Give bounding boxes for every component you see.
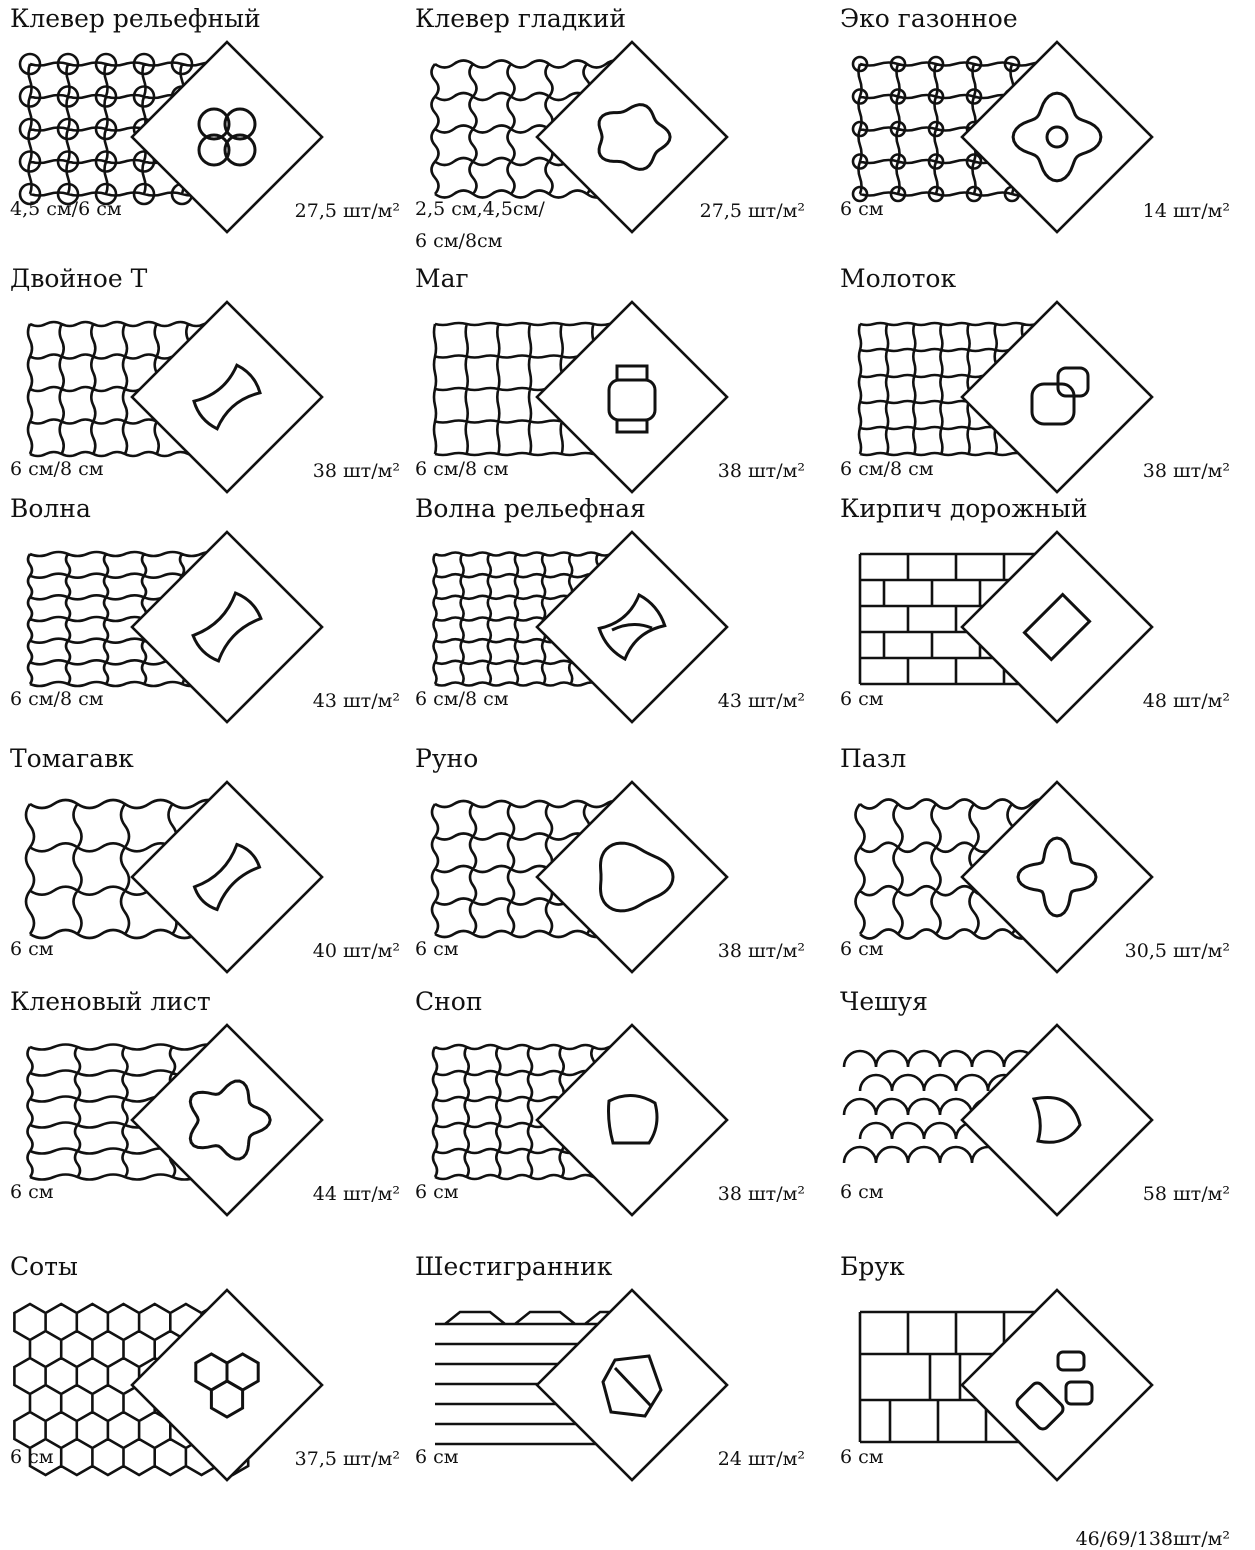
diamond-frame: [962, 782, 1152, 972]
tile-thickness: 6 см: [840, 1181, 884, 1203]
tile-diamond: [132, 1290, 322, 1480]
diamond-frame: [132, 1025, 322, 1215]
tile-thickness: 2,5 см,4,5см/: [415, 198, 545, 220]
tile-diamond: [537, 1025, 727, 1215]
tile-thickness: 6 см/8 см: [10, 688, 104, 710]
tile-diamond: [962, 1025, 1152, 1215]
tile-name: Руно: [415, 744, 479, 773]
diamond-frame: [962, 1025, 1152, 1215]
tile-name: Маг: [415, 264, 469, 293]
tile-name: Шестигранник: [415, 1252, 613, 1281]
tile-name: Клевер гладкий: [415, 4, 627, 33]
tile-diamond: [132, 42, 322, 232]
tile-name: Клевер рельефный: [10, 4, 261, 33]
diamond-frame: [962, 532, 1152, 722]
tile-thickness: 6 см: [415, 1181, 459, 1203]
tile-cell-shestigrannik: [405, 1250, 815, 1504]
tile-density: 40 шт/м²: [312, 940, 400, 962]
tile-name: Кирпич дорожный: [840, 494, 1088, 523]
tile-cell-kirpich-dorozhny: [830, 492, 1240, 746]
tile-thickness: 6 см/8 см: [415, 458, 509, 480]
tile-density: 27,5 шт/м²: [699, 200, 805, 222]
tile-density: 46/69/138шт/м²: [1075, 1528, 1230, 1550]
diamond-frame: [132, 42, 322, 232]
tile-diamond: [132, 782, 322, 972]
diamond-frame: [537, 1025, 727, 1215]
tile-name: Соты: [10, 1252, 78, 1281]
tile-thickness: 4,5 см/6 см: [10, 198, 122, 220]
tile-name: Пазл: [840, 744, 907, 773]
tile-cell-klenovy-list: [0, 985, 410, 1239]
tile-diamond: [962, 532, 1152, 722]
diamond-frame: [537, 42, 727, 232]
tile-density: 24 шт/м²: [717, 1448, 805, 1470]
tile-thickness-extra: 6 см/8см: [415, 230, 503, 252]
tile-thickness: 6 см: [415, 938, 459, 960]
tile-name: Брук: [840, 1252, 905, 1281]
tile-name: Сноп: [415, 987, 483, 1016]
tile-name: Двойное Т: [10, 264, 148, 293]
tile-thickness: 6 см: [10, 1181, 54, 1203]
tile-density: 58 шт/м²: [1142, 1183, 1230, 1205]
tile-diamond: [962, 302, 1152, 492]
tile-thickness: 6 см: [10, 1446, 54, 1468]
tile-name: Волна рельефная: [415, 494, 646, 523]
tile-name: Молоток: [840, 264, 957, 293]
tile-diamond: [962, 42, 1152, 232]
tile-cell-dvoinoe-t: [0, 262, 410, 516]
tile-cell-molotok: [830, 262, 1240, 516]
tile-thickness: 6 см/8 см: [840, 458, 934, 480]
tile-diamond: [537, 782, 727, 972]
tile-cell-klever-relefny: [0, 2, 410, 256]
tile-density: 38 шт/м²: [717, 1183, 805, 1205]
diamond-frame: [132, 782, 322, 972]
tile-density: 43 шт/м²: [717, 690, 805, 712]
tile-diamond: [537, 532, 727, 722]
tile-density: 48 шт/м²: [1142, 690, 1230, 712]
tile-thickness: 6 см/8 см: [10, 458, 104, 480]
tile-cell-pazl: [830, 742, 1240, 996]
diamond-frame: [537, 782, 727, 972]
tile-density: 38 шт/м²: [717, 460, 805, 482]
tile-thickness: 6 см: [840, 938, 884, 960]
tile-diamond: [132, 532, 322, 722]
tile-density: 27,5 шт/м²: [294, 200, 400, 222]
diamond-frame: [132, 1290, 322, 1480]
diamond-frame: [962, 42, 1152, 232]
tile-cell-bruk: [830, 1250, 1240, 1550]
tile-cell-mag: [405, 262, 815, 516]
tile-cell-volna-relefnaya: [405, 492, 815, 746]
tile-cell-cheshuya: [830, 985, 1240, 1239]
tile-name: Волна: [10, 494, 91, 523]
tile-thickness: 6 см: [840, 1446, 884, 1468]
tile-cell-tomagavk: [0, 742, 410, 996]
tile-diamond: [962, 1290, 1152, 1480]
tile-density: 38 шт/м²: [1142, 460, 1230, 482]
tile-cell-volna: [0, 492, 410, 746]
tile-name: Эко газонное: [840, 4, 1018, 33]
tile-density: 44 шт/м²: [312, 1183, 400, 1205]
tile-cell-klever-gladky: [405, 2, 815, 256]
tile-thickness: 6 см: [840, 688, 884, 710]
tile-cell-soty: [0, 1250, 410, 1504]
tile-density: 30,5 шт/м²: [1124, 940, 1230, 962]
tile-diamond: [132, 1025, 322, 1215]
tile-cell-eko-gazonnoe: [830, 2, 1240, 256]
diamond-frame: [537, 532, 727, 722]
tile-diamond: [962, 782, 1152, 972]
tile-diamond: [537, 42, 727, 232]
tile-density: 38 шт/м²: [717, 940, 805, 962]
diamond-frame: [962, 1290, 1152, 1480]
tile-diamond: [537, 1290, 727, 1480]
tile-density: 38 шт/м²: [312, 460, 400, 482]
tile-cell-runo: [405, 742, 815, 996]
tile-density: 14 шт/м²: [1142, 200, 1230, 222]
tile-cell-snop: [405, 985, 815, 1239]
tile-name: Чешуя: [840, 987, 928, 1016]
tile-name: Кленовый лист: [10, 987, 211, 1016]
tile-diamond: [537, 302, 727, 492]
tile-thickness: 6 см: [10, 938, 54, 960]
diamond-frame: [132, 532, 322, 722]
tile-density: 37,5 шт/м²: [294, 1448, 400, 1470]
tile-name: Томагавк: [10, 744, 134, 773]
diamond-frame: [132, 302, 322, 492]
tile-diamond: [132, 302, 322, 492]
tile-thickness: 6 см: [415, 1446, 459, 1468]
diamond-frame: [537, 302, 727, 492]
diamond-frame: [962, 302, 1152, 492]
tile-thickness: 6 см: [840, 198, 884, 220]
tile-thickness: 6 см/8 см: [415, 688, 509, 710]
tile-density: 43 шт/м²: [312, 690, 400, 712]
